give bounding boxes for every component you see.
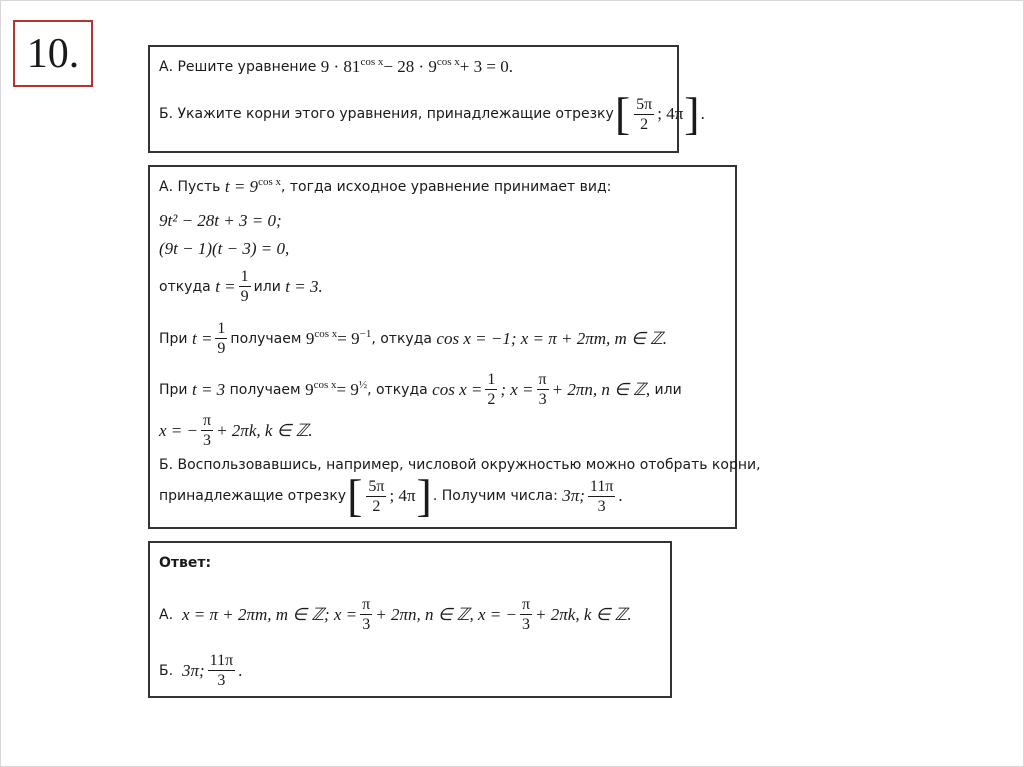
sol2-eq: 9t² − 28t + 3 = 0; xyxy=(159,211,282,230)
left-bracket: [ xyxy=(614,88,631,139)
interval-right: ; 4π xyxy=(657,104,684,123)
task-part-b xyxy=(159,88,705,139)
sol5-pri: При xyxy=(159,330,188,347)
sol6-get: получаем xyxy=(229,381,301,398)
sol5-eq1b: = 9 xyxy=(337,328,360,348)
frac-denominator: 3 xyxy=(521,616,530,633)
sol7-fraction xyxy=(201,411,213,450)
frac-denominator: 9 xyxy=(240,288,249,305)
task-a-eq-lhs: 9 · 81 xyxy=(320,57,361,76)
task-a-text: Решите уравнение xyxy=(177,59,317,75)
answer-a-label: А. xyxy=(159,606,174,623)
sol6-fraction-1 xyxy=(485,370,497,409)
answer-a-fraction-2 xyxy=(520,595,532,634)
sol5-eq1: 9 xyxy=(305,328,315,348)
sol5-exp1b: −1 xyxy=(359,327,372,340)
solution-line-1 xyxy=(159,177,611,197)
sol3-eq: (9t − 1)(t − 3) = 0, xyxy=(159,239,290,258)
answer-box xyxy=(148,541,672,698)
sol4-word: откуда xyxy=(159,278,211,295)
sol6-whence: , откуда xyxy=(367,381,428,398)
sol9-text: принадлежащие отрезку xyxy=(159,488,347,504)
frac-denominator: 9 xyxy=(217,340,226,357)
slide-number: 10. xyxy=(13,20,93,87)
sol9-n1: 3π; xyxy=(562,486,585,505)
sol9-end: . xyxy=(618,486,623,505)
sol5-teq: t = xyxy=(191,328,213,348)
sol7-xeq: x = − xyxy=(159,420,198,440)
sol5-whence: , откуда xyxy=(371,330,432,347)
task-a-eq-mid: − 28 · 9 xyxy=(383,57,437,76)
frac-numerator: π xyxy=(203,412,212,429)
frac-numerator: 5π xyxy=(636,95,653,113)
frac-numerator: 1 xyxy=(240,268,249,285)
task-a-exp1: cos x xyxy=(360,56,384,68)
sol7-rest: + 2πk, k ∈ ℤ. xyxy=(216,420,313,440)
answer-b-part1: 3π; xyxy=(181,660,205,680)
sol6-eq1b: = 9 xyxy=(336,379,359,399)
solution-line-3 xyxy=(159,239,289,259)
task-box xyxy=(148,45,705,153)
frac-numerator: 11π xyxy=(589,477,614,495)
right-bracket: ] xyxy=(416,470,432,521)
frac-denominator: 3 xyxy=(203,432,212,449)
frac-numerator: 1 xyxy=(487,371,496,388)
sol6-or: или xyxy=(654,381,682,398)
frac-numerator: π xyxy=(362,596,371,613)
frac-numerator: π xyxy=(521,596,531,613)
sol5-fraction xyxy=(215,319,227,358)
frac-numerator: 1 xyxy=(217,320,226,337)
sol8-text: Б. Воспользовавшись, например, числовой окружностью можно отобрать корни, xyxy=(159,457,761,473)
sol1-rest: , тогда исходное уравнение принимает вид: xyxy=(280,179,612,195)
sol4-teq: t = xyxy=(215,276,236,296)
sol9-interval-fraction xyxy=(366,477,386,516)
solution-box xyxy=(148,165,761,529)
solution-line-2 xyxy=(159,211,282,231)
sol4-fraction xyxy=(239,267,251,306)
answer-part-b xyxy=(159,651,242,690)
sol6-exp1: cos x xyxy=(313,378,337,391)
frac-denominator: 3 xyxy=(362,616,371,633)
sol9-right: ; 4π xyxy=(389,486,416,505)
solution-line-6 xyxy=(159,370,682,409)
solution-line-5 xyxy=(159,319,667,358)
answer-a-fraction-1 xyxy=(360,595,372,634)
answer-title-text: Ответ: xyxy=(159,555,212,571)
sol6-xeq: ; x = xyxy=(500,379,534,399)
sol1-eq: t = 9 xyxy=(224,177,259,196)
solution-line-9 xyxy=(159,470,623,521)
frac-denominator: 2 xyxy=(640,115,649,133)
task-a-exp2: cos x xyxy=(436,56,460,68)
sol4-or: или xyxy=(253,278,281,295)
interval-end: . xyxy=(700,104,705,123)
sol5-get: получаем xyxy=(230,330,302,347)
frac-denominator: 3 xyxy=(538,391,547,408)
frac-denominator: 3 xyxy=(217,672,226,689)
sol5-res: cos x = −1; x = π + 2πm, m ∈ ℤ. xyxy=(436,328,668,348)
sol6-rest: + 2πn, n ∈ ℤ, xyxy=(551,379,651,399)
frac-numerator: 11π xyxy=(209,652,234,669)
task-part-a xyxy=(159,57,513,77)
interval-fraction xyxy=(634,95,654,134)
sol6-teq: t = 3 xyxy=(191,379,226,399)
answer-part-a xyxy=(159,595,632,634)
sol6-eq1: 9 xyxy=(305,379,314,399)
sol1-label: А. Пусть xyxy=(159,179,221,195)
sol5-exp1: cos x xyxy=(314,327,338,340)
task-a-label: А. xyxy=(159,59,174,75)
sol1-exp: cos x xyxy=(258,176,281,188)
left-bracket: [ xyxy=(347,470,363,521)
task-b-text: Укажите корни этого уравнения, принадлежащие отрезку xyxy=(177,106,614,122)
sol6-exp1b: ½ xyxy=(358,378,368,391)
sol6-fraction-2 xyxy=(537,370,549,409)
answer-b-end: . xyxy=(238,660,243,680)
answer-title xyxy=(159,555,211,571)
solution-line-7 xyxy=(159,411,313,450)
answer-a-part1: x = π + 2πm, m ∈ ℤ; x = xyxy=(181,604,358,624)
frac-denominator: 2 xyxy=(372,497,381,515)
answer-a-part2: + 2πn, n ∈ ℤ, x = − xyxy=(375,604,517,624)
solution-line-4 xyxy=(159,267,323,306)
answer-a-part3: + 2πk, k ∈ ℤ. xyxy=(535,604,632,624)
sol4-t3: t = 3. xyxy=(285,276,323,296)
frac-numerator: 5π xyxy=(368,477,385,495)
solution-line-8 xyxy=(159,457,761,473)
frac-denominator: 3 xyxy=(597,497,606,515)
frac-denominator: 2 xyxy=(487,391,496,408)
sol6-pri: При xyxy=(159,381,188,398)
task-a-eq-rhs: + 3 = 0. xyxy=(459,57,513,76)
frac-numerator: π xyxy=(538,371,547,388)
answer-b-fraction xyxy=(208,651,235,690)
sol9-fraction xyxy=(588,477,615,516)
answer-b-label: Б. xyxy=(159,662,174,679)
right-bracket: ] xyxy=(684,88,700,139)
sol9-get: . Получим числа: xyxy=(432,488,558,504)
task-b-label: Б. xyxy=(159,106,174,122)
sol6-coseq: cos x = xyxy=(432,379,483,399)
